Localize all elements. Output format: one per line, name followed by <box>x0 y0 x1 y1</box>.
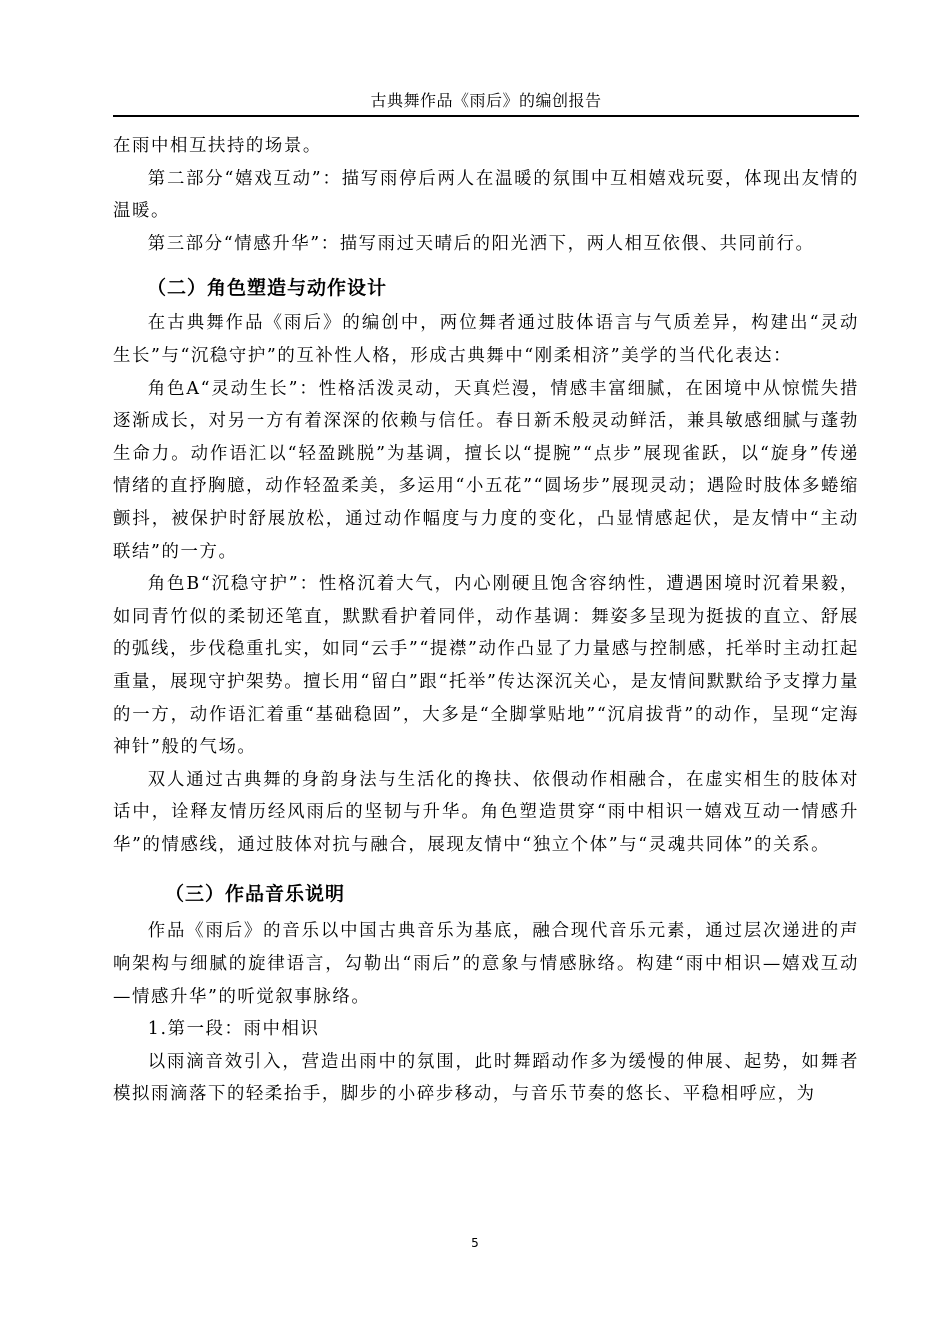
running-header: 古典舞作品《雨后》的编创报告 <box>370 91 602 110</box>
paragraph-role-b: 角色B“沉稳守护”：性格沉着大气，内心刚硬且饱含容纳性，遭遇困境时沉着果毅，如同青竹似的柔韧还笔直，默默看护着同伴，动作基调：舞姿多呈现为挺拔的直立、舒展的弧线，步伐稳重扎实，如同“云手”“提襟”动作凸显了力量感与控制感，托举时主动扛起重量，展现守护架势。擅长用“留白”跟“托举”传达深沉关心，是友情间默默给予支撑力量的一方，动作语汇着重“基础稳固”，大多是“全脚掌贴地”“沉肩拔背”的动作，呈现“定海神针”般的气场。 <box>113 574 859 758</box>
paragraph-part-three: 第三部分“情感升华”：描写雨过天晴后的阳光洒下，两人相互依偎、共同前行。 <box>147 233 815 254</box>
paragraph-music-intro: 作品《雨后》的音乐以中国古典音乐为基底，融合现代音乐元素，通过层次递进的声响架构与细腻的旋律语言，勾勒出“雨后”的意象与情感脉络。构建“雨中相识—嬉戏互动—情感升华”的听觉叙事脉络。 <box>113 921 859 1007</box>
header-rule <box>113 115 859 117</box>
page-number: 5 <box>471 1236 479 1250</box>
paragraph-role-a: 角色A“灵动生长”：性格活泼灵动，天真烂漫，情感丰富细腻，在困境中从惊慌失措逐渐成长，对另一方有着深深的依赖与信任。春日新禾般灵动鲜活，兼具敏感细腻与蓬勃生命力。动作语汇以“轻盈跳脱”为基调，擅长以“提腕”“点步”展现雀跃，以“旋身”传递情绪的直抒胸臆，动作轻盈柔美，多运用“小五花”“圆场步”展现灵动；遇险时肢体多蜷缩颤抖，被保护时舒展放松，通过动作幅度与力度的变化，凸显情感起伏，是友情中“主动联结”的一方。 <box>113 378 859 562</box>
paragraph-continuation: 在雨中相互扶持的场景。 <box>113 136 322 156</box>
subheading-segment-one: 1.第一段：雨中相识 <box>147 1019 320 1040</box>
paragraph-segment-one: 以雨滴音效引入，营造出雨中的氛围，此时舞蹈动作多为缓慢的伸展、起势，如舞者模拟雨滴落下的轻柔抬手，脚步的小碎步移动，与音乐节奏的悠长、平稳相呼应，为 <box>113 1051 859 1105</box>
section-heading-roles: （二）角色塑造与动作设计 <box>147 277 388 300</box>
section-heading-music: （三）作品音乐说明 <box>165 883 346 906</box>
body-text <box>113 130 859 1111</box>
paragraph-roles-intro: 在古典舞作品《雨后》的编创中，两位舞者通过肢体语言与气质差异，构建出“灵动生长”与“沉稳守护”的互补性人格，形成古典舞中“刚柔相济”美学的当代化表达： <box>113 313 859 366</box>
paragraph-duet: 双人通过古典舞的身韵身法与生活化的搀扶、依偎动作相融合，在虚实相生的肢体对话中，诠释友情历经风雨后的坚韧与升华。角色塑造贯穿“雨中相识一嬉戏互动一情感升华”的情感线，通过肢体对抗与融合，展现友情中“独立个体”与“灵魂共同体”的关系。 <box>113 769 859 855</box>
paragraph-part-two: 第二部分“嬉戏互动”：描写雨停后两人在温暖的氛围中互相嬉戏玩耍，体现出友情的温暖。 <box>113 168 859 222</box>
